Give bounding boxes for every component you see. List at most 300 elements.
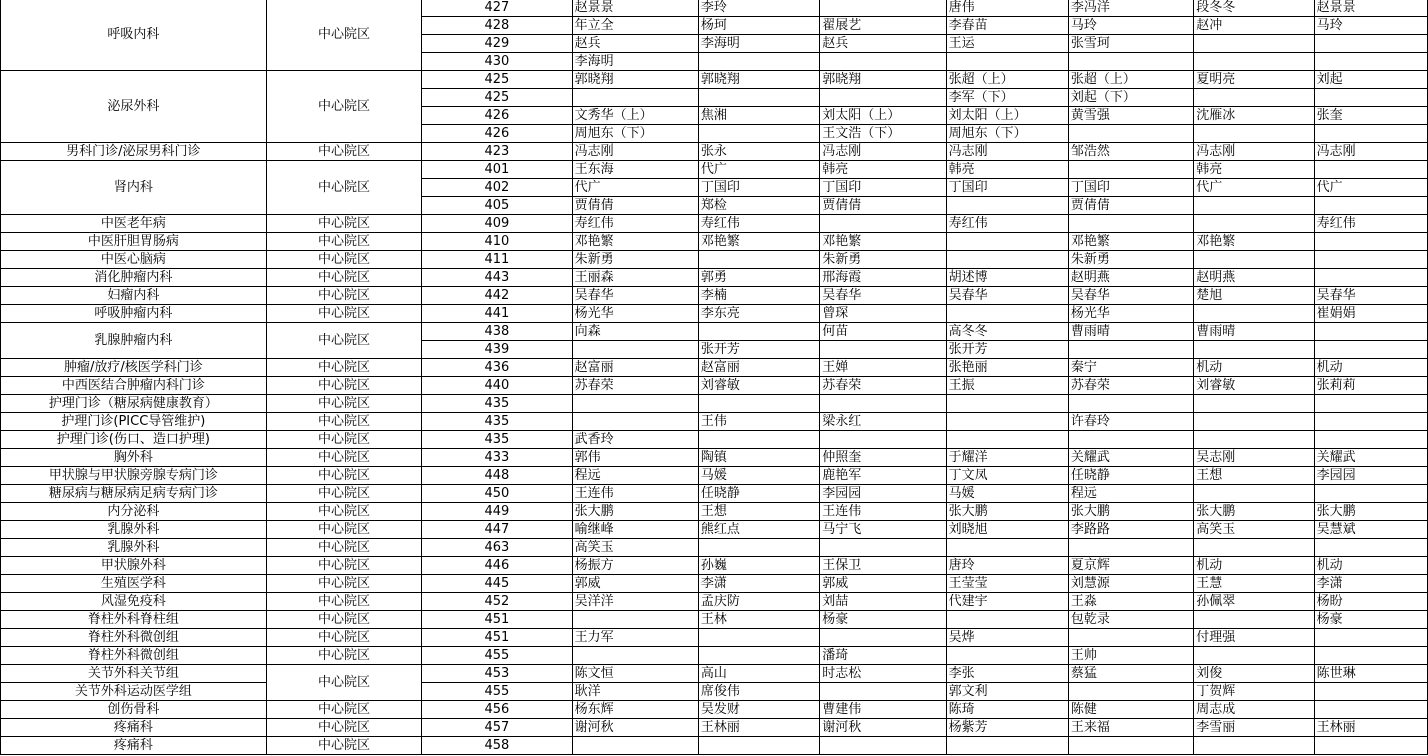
doctor-cell[interactable] (1068, 161, 1193, 179)
doctor-cell[interactable]: 邹浩然 (1068, 143, 1193, 161)
doctor-cell[interactable]: 丁贺辉 (1194, 683, 1314, 701)
room-number-cell[interactable]: 405 (422, 197, 572, 215)
doctor-cell[interactable]: 代广 (572, 179, 698, 197)
doctor-cell[interactable] (1314, 629, 1427, 647)
doctor-cell[interactable]: 陈世琳 (1314, 665, 1427, 683)
doctor-cell[interactable] (820, 341, 946, 359)
doctor-cell[interactable]: 张超（上） (946, 71, 1068, 89)
doctor-cell[interactable]: 王婵 (820, 359, 946, 377)
room-number-cell[interactable]: 428 (422, 17, 572, 35)
department-cell[interactable]: 乳腺肿瘤内科 (1, 323, 267, 359)
room-number-cell[interactable]: 426 (422, 107, 572, 125)
doctor-cell[interactable]: 王丽森 (572, 269, 698, 287)
doctor-cell[interactable]: 杨珂 (698, 17, 819, 35)
department-cell[interactable]: 内分泌科 (1, 503, 267, 521)
doctor-cell[interactable]: 冯志刚 (572, 143, 698, 161)
doctor-cell[interactable]: 王淼 (1068, 593, 1193, 611)
doctor-cell[interactable] (698, 89, 819, 107)
doctor-cell[interactable] (1194, 431, 1314, 449)
doctor-cell[interactable] (1068, 53, 1193, 71)
department-cell[interactable]: 脊柱外科脊柱组 (1, 611, 267, 629)
doctor-cell[interactable]: 张大鹏 (1068, 503, 1193, 521)
doctor-cell[interactable]: 高笑玉 (1194, 521, 1314, 539)
room-number-cell[interactable]: 410 (422, 233, 572, 251)
doctor-cell[interactable] (1194, 35, 1314, 53)
doctor-cell[interactable]: 杨光华 (1068, 305, 1193, 323)
room-number-cell[interactable]: 455 (422, 647, 572, 665)
doctor-cell[interactable]: 吴志刚 (1194, 449, 1314, 467)
room-number-cell[interactable]: 426 (422, 125, 572, 143)
campus-cell[interactable]: 中心院区 (266, 485, 421, 503)
department-cell[interactable]: 中医心脑病 (1, 251, 267, 269)
doctor-cell[interactable]: 吴春华 (572, 287, 698, 305)
room-number-cell[interactable]: 438 (422, 323, 572, 341)
doctor-cell[interactable]: 张开芳 (698, 341, 819, 359)
doctor-cell[interactable]: 杨紫芳 (946, 719, 1068, 737)
department-cell[interactable]: 脊柱外科微创组 (1, 647, 267, 665)
doctor-cell[interactable]: 贾倩倩 (572, 197, 698, 215)
doctor-cell[interactable] (1314, 161, 1427, 179)
doctor-cell[interactable]: 王保卫 (820, 557, 946, 575)
room-number-cell[interactable]: 427 (422, 0, 572, 17)
doctor-cell[interactable]: 韩亮 (820, 161, 946, 179)
department-cell[interactable]: 护理门诊(伤口、造口护理) (1, 431, 267, 449)
campus-cell[interactable]: 中心院区 (266, 395, 421, 413)
doctor-cell[interactable] (1314, 413, 1427, 431)
room-number-cell[interactable]: 409 (422, 215, 572, 233)
doctor-cell[interactable]: 武香玲 (572, 431, 698, 449)
doctor-cell[interactable]: 夏明亮 (1194, 71, 1314, 89)
doctor-cell[interactable] (572, 647, 698, 665)
doctor-cell[interactable]: 代广 (1314, 179, 1427, 197)
doctor-cell[interactable] (946, 53, 1068, 71)
room-number-cell[interactable]: 429 (422, 35, 572, 53)
doctor-cell[interactable] (1314, 233, 1427, 251)
doctor-cell[interactable]: 喻继峰 (572, 521, 698, 539)
doctor-cell[interactable] (1314, 89, 1427, 107)
doctor-cell[interactable]: 刘睿敏 (1194, 377, 1314, 395)
doctor-cell[interactable]: 席俊伟 (698, 683, 819, 701)
doctor-cell[interactable]: 王林丽 (698, 719, 819, 737)
department-cell[interactable]: 男科门诊/泌尿男科门诊 (1, 143, 267, 161)
room-number-cell[interactable]: 440 (422, 377, 572, 395)
doctor-cell[interactable]: 段冬冬 (1194, 0, 1314, 17)
doctor-cell[interactable]: 张永 (698, 143, 819, 161)
doctor-cell[interactable]: 张艳丽 (946, 359, 1068, 377)
doctor-cell[interactable]: 王连伟 (572, 485, 698, 503)
department-cell[interactable]: 关节外科关节组 (1, 665, 267, 683)
department-cell[interactable]: 妇瘤内科 (1, 287, 267, 305)
doctor-cell[interactable] (572, 395, 698, 413)
doctor-cell[interactable] (946, 413, 1068, 431)
doctor-cell[interactable]: 赵兵 (572, 35, 698, 53)
doctor-cell[interactable]: 胡述博 (946, 269, 1068, 287)
doctor-cell[interactable] (572, 611, 698, 629)
department-cell[interactable]: 护理门诊（糖尿病健康教育） (1, 395, 267, 413)
room-number-cell[interactable]: 449 (422, 503, 572, 521)
department-cell[interactable]: 中西医结合肿瘤内科门诊 (1, 377, 267, 395)
doctor-cell[interactable]: 刘起 (1314, 71, 1427, 89)
doctor-cell[interactable]: 楚旭 (1194, 287, 1314, 305)
campus-cell[interactable]: 中心院区 (266, 719, 421, 737)
doctor-cell[interactable]: 任晓静 (698, 485, 819, 503)
doctor-cell[interactable]: 王振 (946, 377, 1068, 395)
doctor-cell[interactable]: 仲照奎 (820, 449, 946, 467)
room-number-cell[interactable]: 435 (422, 395, 572, 413)
campus-cell[interactable]: 中心院区 (266, 233, 421, 251)
doctor-cell[interactable] (1068, 737, 1193, 755)
doctor-cell[interactable]: 李张 (946, 665, 1068, 683)
doctor-cell[interactable] (698, 323, 819, 341)
doctor-cell[interactable]: 周旭东（下） (946, 125, 1068, 143)
doctor-cell[interactable]: 邓艳繁 (820, 233, 946, 251)
doctor-cell[interactable] (698, 539, 819, 557)
doctor-cell[interactable] (946, 539, 1068, 557)
doctor-cell[interactable]: 焦湘 (698, 107, 819, 125)
doctor-cell[interactable]: 时志松 (820, 665, 946, 683)
doctor-cell[interactable]: 郭伟 (572, 449, 698, 467)
doctor-cell[interactable]: 刘睿敏 (698, 377, 819, 395)
doctor-cell[interactable] (946, 197, 1068, 215)
doctor-cell[interactable]: 李楠 (698, 287, 819, 305)
campus-cell[interactable]: 中心院区 (266, 449, 421, 467)
room-number-cell[interactable]: 453 (422, 665, 572, 683)
room-number-cell[interactable]: 401 (422, 161, 572, 179)
doctor-cell[interactable]: 代广 (1194, 179, 1314, 197)
doctor-cell[interactable] (1068, 341, 1193, 359)
department-cell[interactable]: 乳腺外科 (1, 521, 267, 539)
doctor-cell[interactable] (820, 629, 946, 647)
doctor-cell[interactable]: 杨东辉 (572, 701, 698, 719)
doctor-cell[interactable]: 熊红点 (698, 521, 819, 539)
doctor-cell[interactable] (698, 647, 819, 665)
room-number-cell[interactable]: 457 (422, 719, 572, 737)
doctor-cell[interactable] (1314, 35, 1427, 53)
campus-cell[interactable]: 中心院区 (266, 215, 421, 233)
department-cell[interactable]: 关节外科运动医学组 (1, 683, 267, 701)
doctor-cell[interactable]: 寿红伟 (572, 215, 698, 233)
doctor-cell[interactable]: 张莉莉 (1314, 377, 1427, 395)
room-number-cell[interactable]: 423 (422, 143, 572, 161)
doctor-cell[interactable]: 刘喆 (820, 593, 946, 611)
doctor-cell[interactable]: 马媛 (946, 485, 1068, 503)
doctor-cell[interactable]: 王运 (946, 35, 1068, 53)
doctor-cell[interactable]: 杨光华 (572, 305, 698, 323)
doctor-cell[interactable] (1068, 125, 1193, 143)
doctor-cell[interactable]: 贾倩倩 (820, 197, 946, 215)
doctor-cell[interactable] (946, 611, 1068, 629)
doctor-cell[interactable] (946, 251, 1068, 269)
doctor-cell[interactable]: 机动 (1194, 359, 1314, 377)
doctor-cell[interactable]: 王慧 (1194, 575, 1314, 593)
doctor-cell[interactable]: 丁文凤 (946, 467, 1068, 485)
room-number-cell[interactable]: 442 (422, 287, 572, 305)
room-number-cell[interactable]: 441 (422, 305, 572, 323)
doctor-cell[interactable]: 周志成 (1194, 701, 1314, 719)
doctor-cell[interactable]: 郭晓翔 (820, 71, 946, 89)
room-number-cell[interactable]: 436 (422, 359, 572, 377)
doctor-cell[interactable]: 郭威 (820, 575, 946, 593)
doctor-cell[interactable]: 朱新勇 (820, 251, 946, 269)
doctor-cell[interactable] (1314, 701, 1427, 719)
doctor-cell[interactable]: 陈健 (1068, 701, 1193, 719)
doctor-cell[interactable]: 向森 (572, 323, 698, 341)
doctor-cell[interactable]: 李雪丽 (1194, 719, 1314, 737)
doctor-cell[interactable] (1314, 431, 1427, 449)
doctor-cell[interactable]: 孟庆防 (698, 593, 819, 611)
doctor-cell[interactable]: 王文浩（下） (820, 125, 946, 143)
campus-cell[interactable]: 中心院区 (266, 161, 421, 215)
doctor-cell[interactable]: 王连伟 (820, 503, 946, 521)
doctor-cell[interactable] (1194, 251, 1314, 269)
department-cell[interactable]: 消化肿瘤内科 (1, 269, 267, 287)
doctor-cell[interactable] (946, 305, 1068, 323)
doctor-cell[interactable]: 赵兵 (820, 35, 946, 53)
doctor-cell[interactable]: 李潇 (698, 575, 819, 593)
room-number-cell[interactable]: 458 (422, 737, 572, 755)
department-cell[interactable]: 肿瘤/放疗/核医学科门诊 (1, 359, 267, 377)
doctor-cell[interactable] (820, 431, 946, 449)
doctor-cell[interactable] (946, 395, 1068, 413)
doctor-cell[interactable] (698, 395, 819, 413)
doctor-cell[interactable]: 张雪珂 (1068, 35, 1193, 53)
doctor-cell[interactable]: 马玲 (1314, 17, 1427, 35)
doctor-cell[interactable]: 程远 (572, 467, 698, 485)
room-number-cell[interactable]: 425 (422, 71, 572, 89)
department-cell[interactable]: 泌尿外科 (1, 71, 267, 143)
doctor-cell[interactable]: 杨盼 (1314, 593, 1427, 611)
doctor-cell[interactable]: 孙巍 (698, 557, 819, 575)
doctor-cell[interactable]: 张大鹏 (572, 503, 698, 521)
doctor-cell[interactable]: 黄雪强 (1068, 107, 1193, 125)
doctor-cell[interactable] (1194, 89, 1314, 107)
department-cell[interactable]: 疼痛科 (1, 737, 267, 755)
doctor-cell[interactable]: 贾倩倩 (1068, 197, 1193, 215)
doctor-cell[interactable]: 赵明燕 (1194, 269, 1314, 287)
doctor-cell[interactable]: 吴烨 (946, 629, 1068, 647)
room-number-cell[interactable]: 463 (422, 539, 572, 557)
doctor-cell[interactable]: 王力军 (572, 629, 698, 647)
doctor-cell[interactable]: 李东亮 (698, 305, 819, 323)
doctor-cell[interactable]: 李冯洋 (1068, 0, 1193, 17)
campus-cell[interactable]: 中心院区 (266, 431, 421, 449)
doctor-cell[interactable]: 苏春荣 (820, 377, 946, 395)
room-number-cell[interactable]: 455 (422, 683, 572, 701)
doctor-cell[interactable] (1068, 539, 1193, 557)
doctor-cell[interactable]: 孙佩翠 (1194, 593, 1314, 611)
doctor-cell[interactable]: 苏春荣 (1068, 377, 1193, 395)
doctor-cell[interactable]: 邓艳繁 (1194, 233, 1314, 251)
doctor-cell[interactable]: 吴洋洋 (572, 593, 698, 611)
doctor-cell[interactable]: 陈琦 (946, 701, 1068, 719)
room-number-cell[interactable]: 443 (422, 269, 572, 287)
campus-cell[interactable]: 中心院区 (266, 287, 421, 305)
doctor-cell[interactable] (1194, 305, 1314, 323)
doctor-cell[interactable] (1194, 197, 1314, 215)
doctor-cell[interactable]: 曹雨晴 (1194, 323, 1314, 341)
department-cell[interactable]: 胸外科 (1, 449, 267, 467)
doctor-cell[interactable]: 高冬冬 (946, 323, 1068, 341)
doctor-cell[interactable]: 王来福 (1068, 719, 1193, 737)
room-number-cell[interactable]: 451 (422, 611, 572, 629)
doctor-cell[interactable]: 刘太阳（上） (946, 107, 1068, 125)
campus-cell[interactable]: 中心院区 (266, 0, 421, 71)
doctor-cell[interactable]: 王想 (698, 503, 819, 521)
doctor-cell[interactable]: 冯志刚 (820, 143, 946, 161)
doctor-cell[interactable]: 谢河秋 (572, 719, 698, 737)
campus-cell[interactable]: 中心院区 (266, 701, 421, 719)
campus-cell[interactable]: 中心院区 (266, 611, 421, 629)
doctor-cell[interactable] (1194, 215, 1314, 233)
doctor-cell[interactable]: 丁国印 (698, 179, 819, 197)
doctor-cell[interactable]: 郭晓翔 (572, 71, 698, 89)
doctor-cell[interactable] (820, 0, 946, 17)
doctor-cell[interactable]: 曹雨晴 (1068, 323, 1193, 341)
doctor-cell[interactable] (1314, 269, 1427, 287)
doctor-cell[interactable] (698, 53, 819, 71)
department-cell[interactable]: 呼吸内科 (1, 0, 267, 71)
campus-cell[interactable]: 中心院区 (266, 557, 421, 575)
doctor-cell[interactable]: 任晓静 (1068, 467, 1193, 485)
doctor-cell[interactable]: 崔娟娟 (1314, 305, 1427, 323)
doctor-cell[interactable] (1314, 683, 1427, 701)
department-cell[interactable]: 脊柱外科微创组 (1, 629, 267, 647)
doctor-cell[interactable] (698, 431, 819, 449)
room-number-cell[interactable]: 450 (422, 485, 572, 503)
doctor-cell[interactable] (1194, 341, 1314, 359)
doctor-cell[interactable] (1194, 611, 1314, 629)
doctor-cell[interactable]: 刘起（下） (1068, 89, 1193, 107)
campus-cell[interactable]: 中心院区 (266, 503, 421, 521)
doctor-cell[interactable]: 张超（上） (1068, 71, 1193, 89)
doctor-cell[interactable]: 郭勇 (698, 269, 819, 287)
campus-cell[interactable]: 中心院区 (266, 647, 421, 665)
doctor-cell[interactable] (698, 125, 819, 143)
doctor-cell[interactable]: 梁永红 (820, 413, 946, 431)
doctor-cell[interactable]: 丁国印 (820, 179, 946, 197)
doctor-cell[interactable]: 马宁飞 (820, 521, 946, 539)
doctor-cell[interactable]: 朱新勇 (572, 251, 698, 269)
doctor-cell[interactable] (1194, 413, 1314, 431)
doctor-cell[interactable]: 高山 (698, 665, 819, 683)
doctor-cell[interactable] (1194, 485, 1314, 503)
campus-cell[interactable]: 中心院区 (266, 665, 421, 701)
doctor-cell[interactable]: 吴春华 (820, 287, 946, 305)
room-number-cell[interactable]: 447 (422, 521, 572, 539)
doctor-cell[interactable]: 陈文恒 (572, 665, 698, 683)
doctor-cell[interactable] (820, 89, 946, 107)
doctor-cell[interactable] (572, 89, 698, 107)
doctor-cell[interactable] (1314, 539, 1427, 557)
doctor-cell[interactable] (820, 395, 946, 413)
doctor-cell[interactable]: 杨豪 (820, 611, 946, 629)
department-cell[interactable]: 风湿免疫科 (1, 593, 267, 611)
doctor-cell[interactable]: 吴春华 (946, 287, 1068, 305)
doctor-cell[interactable]: 赵冲 (1194, 17, 1314, 35)
doctor-cell[interactable] (1314, 53, 1427, 71)
doctor-cell[interactable]: 机动 (1194, 557, 1314, 575)
doctor-cell[interactable]: 曹建伟 (820, 701, 946, 719)
campus-cell[interactable]: 中心院区 (266, 359, 421, 377)
doctor-cell[interactable] (1068, 629, 1193, 647)
doctor-cell[interactable]: 唐玲 (946, 557, 1068, 575)
room-number-cell[interactable]: 448 (422, 467, 572, 485)
room-number-cell[interactable]: 433 (422, 449, 572, 467)
doctor-cell[interactable]: 高笑玉 (572, 539, 698, 557)
department-cell[interactable]: 乳腺外科 (1, 539, 267, 557)
room-number-cell[interactable]: 435 (422, 431, 572, 449)
room-number-cell[interactable]: 430 (422, 53, 572, 71)
doctor-cell[interactable]: 王东海 (572, 161, 698, 179)
doctor-cell[interactable]: 于耀洋 (946, 449, 1068, 467)
doctor-cell[interactable]: 李春苗 (946, 17, 1068, 35)
doctor-cell[interactable]: 郭晓翔 (698, 71, 819, 89)
doctor-cell[interactable]: 赵景景 (572, 0, 698, 17)
room-number-cell[interactable]: 452 (422, 593, 572, 611)
room-number-cell[interactable]: 456 (422, 701, 572, 719)
doctor-cell[interactable] (1314, 395, 1427, 413)
doctor-cell[interactable] (820, 53, 946, 71)
doctor-cell[interactable]: 付理强 (1194, 629, 1314, 647)
doctor-cell[interactable] (1068, 395, 1193, 413)
doctor-cell[interactable]: 沈雁冰 (1194, 107, 1314, 125)
doctor-cell[interactable] (1314, 737, 1427, 755)
doctor-cell[interactable]: 李园园 (820, 485, 946, 503)
doctor-cell[interactable] (820, 737, 946, 755)
doctor-cell[interactable]: 机动 (1314, 557, 1427, 575)
room-number-cell[interactable]: 446 (422, 557, 572, 575)
doctor-cell[interactable] (1194, 53, 1314, 71)
doctor-cell[interactable] (1314, 341, 1427, 359)
doctor-cell[interactable]: 张大鹏 (1314, 503, 1427, 521)
doctor-cell[interactable] (1314, 125, 1427, 143)
doctor-cell[interactable]: 丁国印 (1068, 179, 1193, 197)
campus-cell[interactable]: 中心院区 (266, 323, 421, 359)
room-number-cell[interactable]: 425 (422, 89, 572, 107)
campus-cell[interactable]: 中心院区 (266, 377, 421, 395)
room-number-cell[interactable]: 402 (422, 179, 572, 197)
doctor-cell[interactable]: 张开芳 (946, 341, 1068, 359)
doctor-cell[interactable]: 吴春华 (1314, 287, 1427, 305)
doctor-cell[interactable] (1194, 395, 1314, 413)
doctor-cell[interactable]: 赵景景 (1314, 0, 1427, 17)
campus-cell[interactable]: 中心院区 (266, 413, 421, 431)
doctor-cell[interactable]: 王莹莹 (946, 575, 1068, 593)
department-cell[interactable]: 甲状腺外科 (1, 557, 267, 575)
doctor-cell[interactable]: 邓艳繁 (1068, 233, 1193, 251)
doctor-cell[interactable]: 赵富丽 (572, 359, 698, 377)
room-number-cell[interactable]: 445 (422, 575, 572, 593)
doctor-cell[interactable]: 邓艳繁 (698, 233, 819, 251)
campus-cell[interactable]: 中心院区 (266, 737, 421, 755)
doctor-cell[interactable]: 李潇 (1314, 575, 1427, 593)
doctor-cell[interactable] (946, 431, 1068, 449)
doctor-cell[interactable]: 刘太阳（上） (820, 107, 946, 125)
campus-cell[interactable]: 中心院区 (266, 593, 421, 611)
doctor-cell[interactable]: 潘琦 (820, 647, 946, 665)
doctor-cell[interactable]: 陶镇 (698, 449, 819, 467)
doctor-cell[interactable]: 李玲 (698, 0, 819, 17)
doctor-cell[interactable]: 鹿艳军 (820, 467, 946, 485)
doctor-cell[interactable]: 马媛 (698, 467, 819, 485)
department-cell[interactable]: 肾内科 (1, 161, 267, 215)
campus-cell[interactable]: 中心院区 (266, 521, 421, 539)
doctor-cell[interactable]: 郑检 (698, 197, 819, 215)
doctor-cell[interactable] (1314, 323, 1427, 341)
doctor-cell[interactable]: 包乾录 (1068, 611, 1193, 629)
doctor-cell[interactable]: 王想 (1194, 467, 1314, 485)
doctor-cell[interactable]: 关耀武 (1068, 449, 1193, 467)
